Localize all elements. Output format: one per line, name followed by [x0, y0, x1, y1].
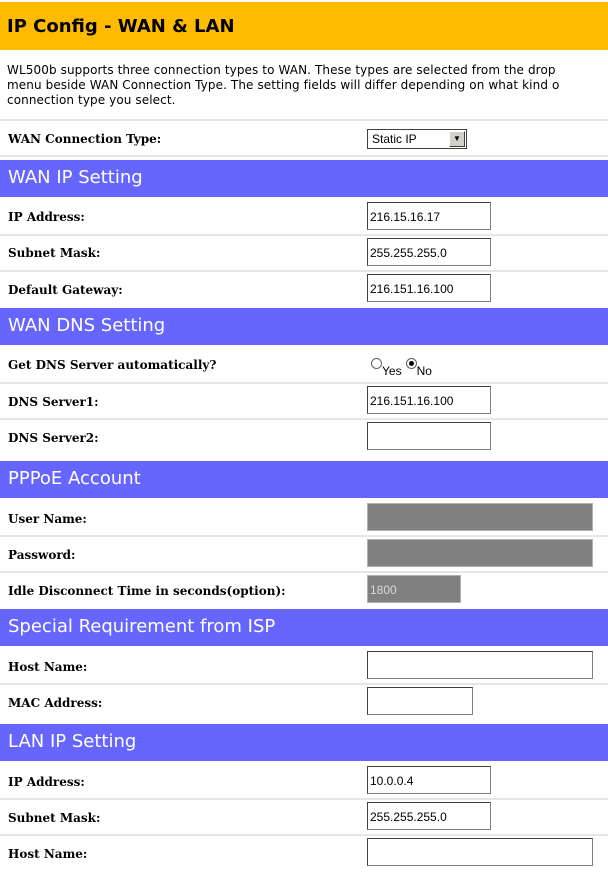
isp-host-name-label: Host Name: [8, 660, 88, 674]
wan-dns-setting-header: WAN DNS Setting [0, 308, 608, 345]
wan-connection-type-label: WAN Connection Type: [8, 132, 162, 146]
wan-subnet-mask-input[interactable]: 255.255.255.0 [367, 238, 491, 266]
wan-connection-type-value: Static IP [372, 132, 417, 146]
page-title: IP Config - WAN & LAN [0, 0, 608, 50]
isp-requirement-header: Special Requirement from ISP [0, 609, 608, 646]
divider [0, 382, 608, 384]
pppoe-password-label: Password: [8, 548, 76, 562]
divider [0, 535, 608, 537]
pppoe-user-name-label: User Name: [8, 512, 87, 526]
wan-ip-setting-header: WAN IP Setting [0, 160, 608, 197]
lan-subnet-mask-input[interactable]: 255.255.255.0 [367, 802, 491, 830]
dns-auto-no-label: No [416, 364, 432, 378]
default-gateway-input[interactable]: 216.151.16.100 [367, 274, 491, 302]
dns-auto-label: Get DNS Server automatically? [8, 358, 217, 372]
lan-host-name-label: Host Name: [8, 847, 88, 861]
intro-line-3: connection type you select. [7, 93, 176, 107]
dns-server2-input[interactable] [367, 422, 491, 450]
lan-subnet-mask-label: Subnet Mask: [8, 811, 101, 825]
divider [0, 798, 608, 800]
default-gateway-label: Default Gateway: [8, 283, 123, 297]
pppoe-account-header: PPPoE Account [0, 461, 608, 498]
idle-disconnect-label: Idle Disconnect Time in seconds(option): [8, 584, 286, 598]
divider [0, 418, 608, 420]
pppoe-user-name-input[interactable] [367, 503, 593, 531]
wan-subnet-mask-label: Subnet Mask: [8, 246, 101, 260]
wan-ip-address-label: IP Address: [8, 210, 85, 224]
mac-address-input[interactable] [367, 687, 473, 715]
lan-ip-address-label: IP Address: [8, 775, 85, 789]
intro-line-1: WL500b supports three connection types to WAN. These types are selected from the drop [7, 63, 556, 77]
isp-host-name-input[interactable] [367, 651, 593, 679]
wan-ip-address-input[interactable]: 216.15.16.17 [367, 202, 491, 230]
dns-auto-yes-radio[interactable] [371, 358, 382, 369]
divider [0, 119, 608, 121]
dns-server1-input[interactable]: 216.151.16.100 [367, 386, 491, 414]
lan-ip-address-input[interactable]: 10.0.0.4 [367, 766, 491, 794]
divider [0, 834, 608, 836]
intro-text [7, 63, 608, 108]
divider [0, 270, 608, 272]
dns-auto-radio-group [371, 356, 436, 378]
divider [0, 571, 608, 573]
pppoe-password-input[interactable] [367, 539, 593, 567]
divider [0, 155, 608, 157]
divider [0, 683, 608, 685]
divider [0, 234, 608, 236]
lan-ip-setting-header: LAN IP Setting [0, 724, 608, 761]
wan-connection-type-select[interactable] [367, 129, 467, 149]
dns-server1-label: DNS Server1: [8, 395, 99, 409]
idle-disconnect-input[interactable]: 1800 [367, 575, 461, 603]
dns-auto-no-radio[interactable] [406, 358, 417, 369]
mac-address-label: MAC Address: [8, 696, 103, 710]
dns-auto-yes-label: Yes [382, 364, 402, 378]
dropdown-arrow-icon[interactable]: ▼ [449, 131, 465, 147]
dns-server2-label: DNS Server2: [8, 431, 99, 445]
lan-host-name-input[interactable] [367, 838, 593, 866]
intro-line-2: menu beside WAN Connection Type. The setting fields will differ depending on what kind o [7, 78, 560, 92]
